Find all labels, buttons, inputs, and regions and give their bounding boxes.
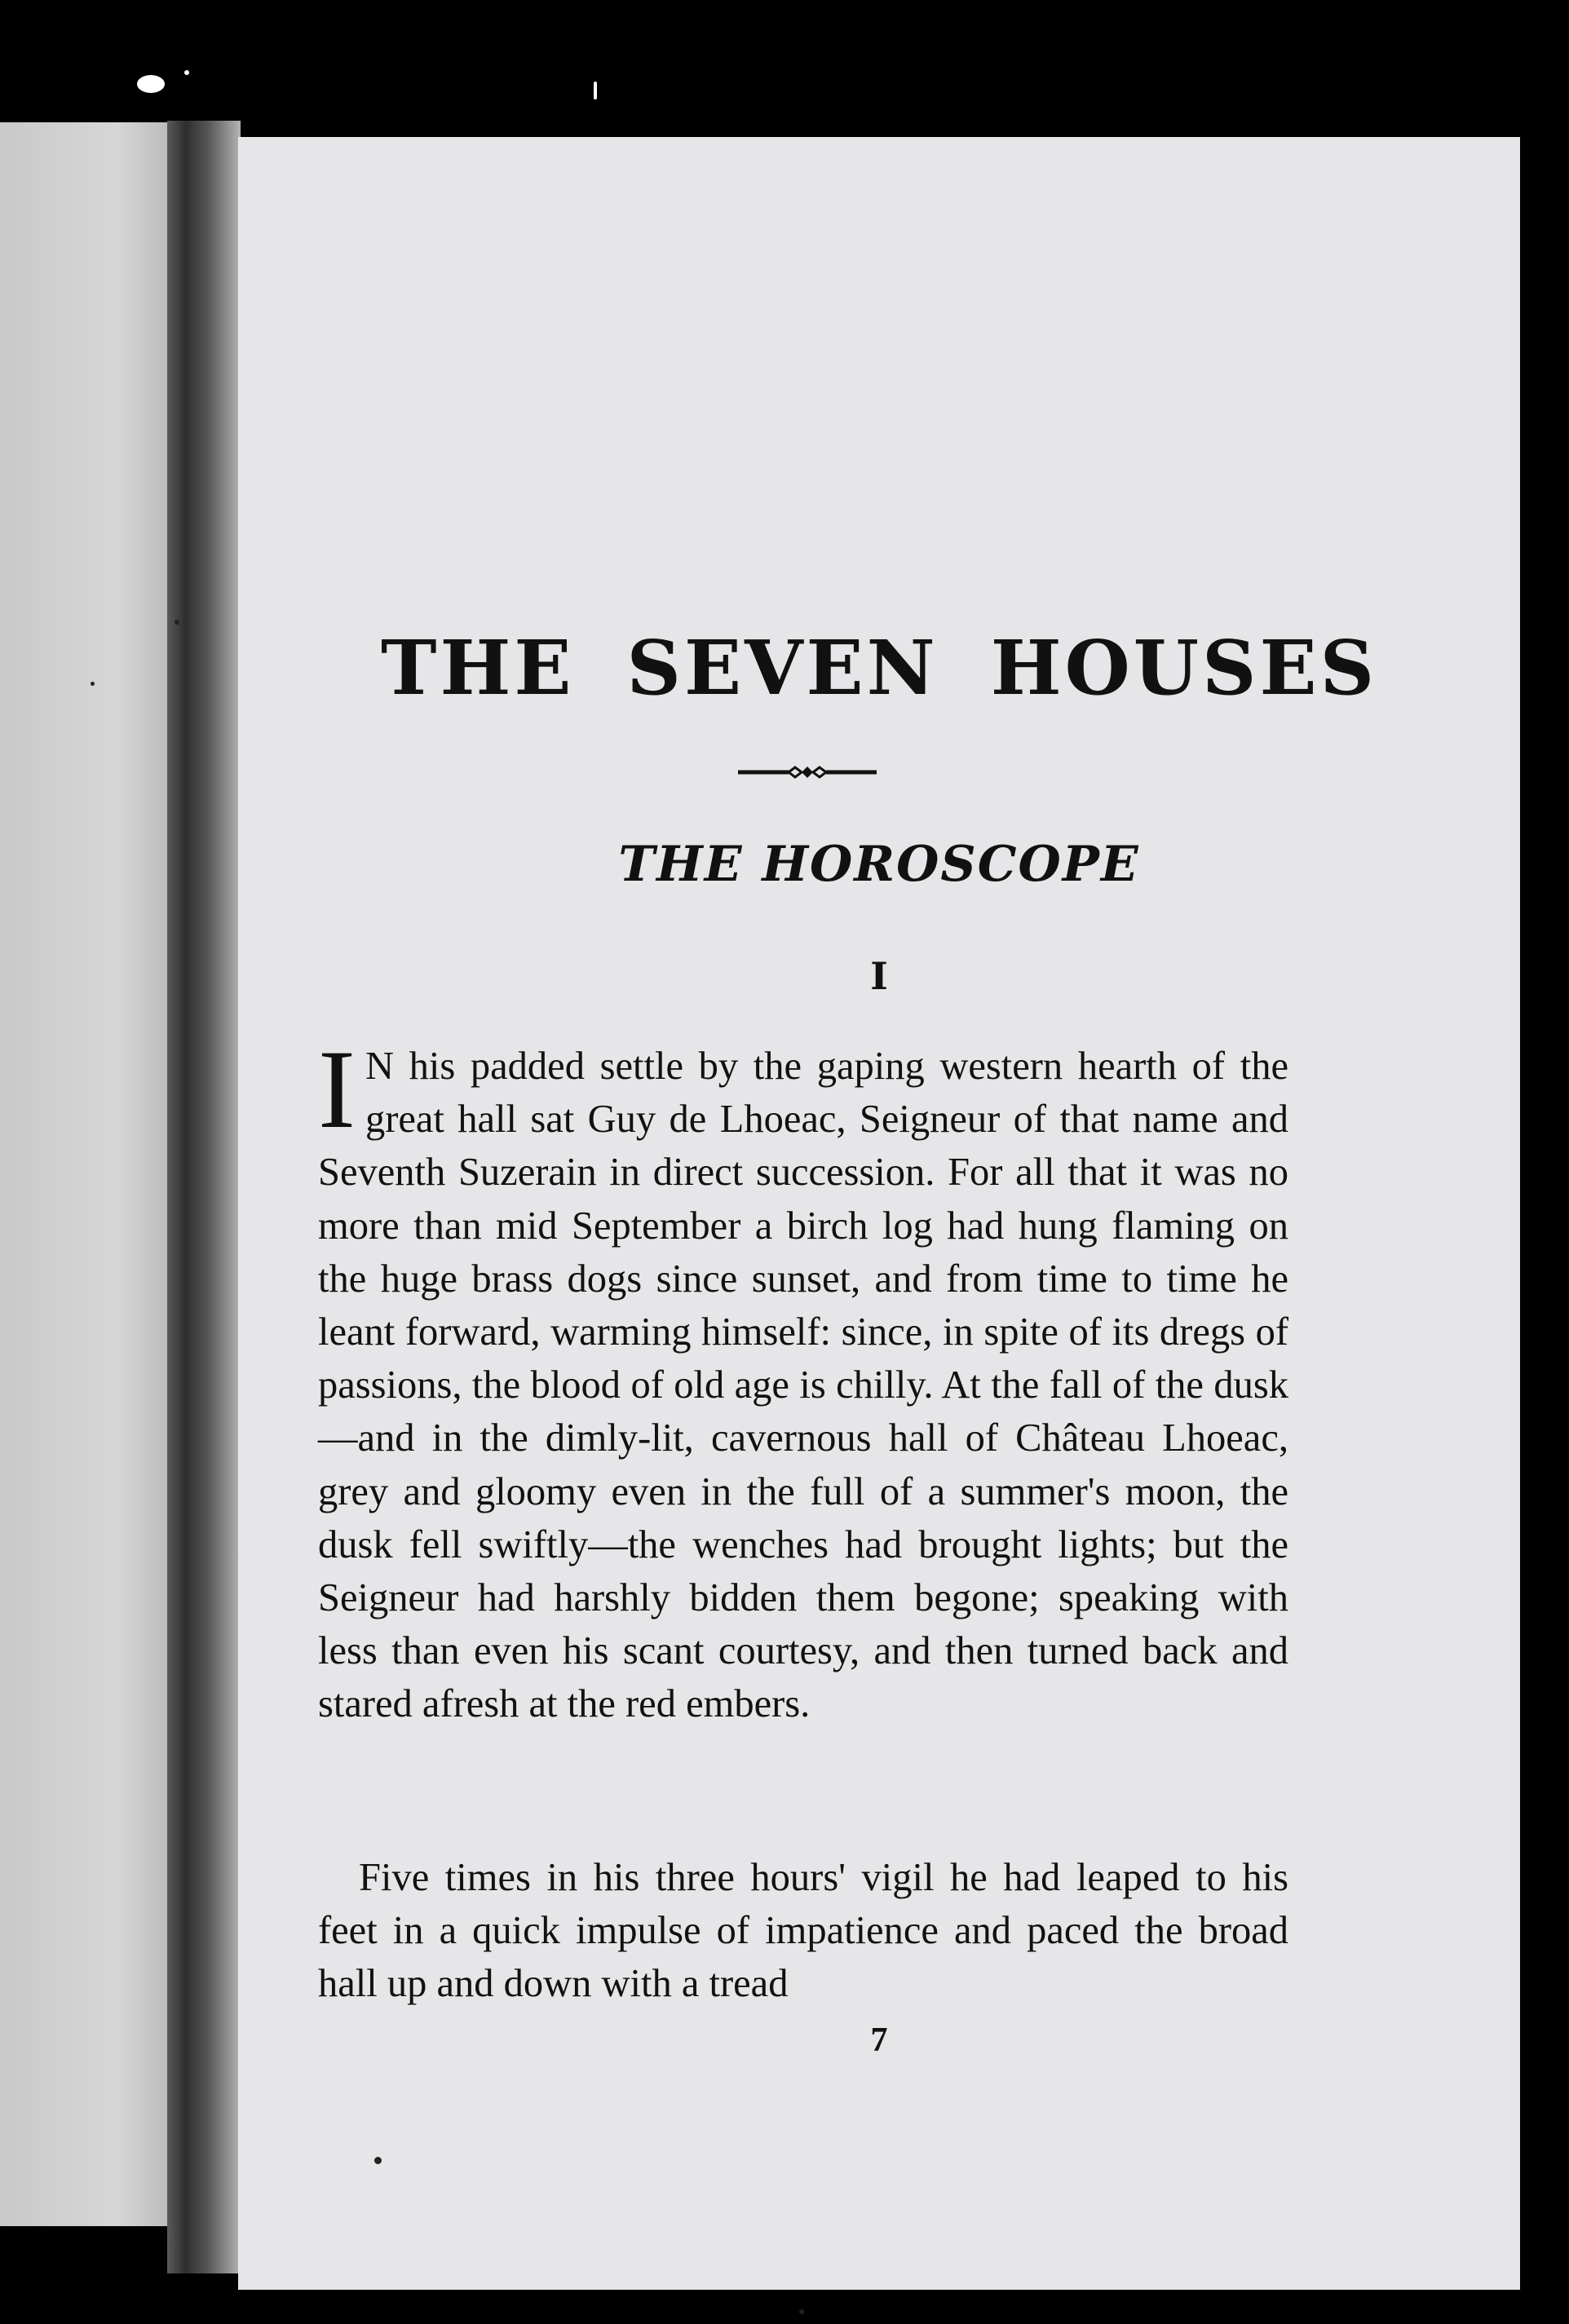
drop-cap: I bbox=[318, 1027, 356, 1151]
left-page-edge bbox=[0, 122, 167, 2226]
paragraph-text: N his padded settle by the gaping western hearth of the great hall sat Guy de Lhoeac, Seigneur of that name and Seventh Suzerain in direct succession. For all that it was no more than mid September a birch log had hung flaming on the huge brass dogs since sunset, and from time to time he leant forward, warming himself: since, in spite of its dregs of passions, the blood of old age is chilly. At the fall of the dusk—and in the dimly-lit, cavernous hall of Château Lhoeac, grey and gloomy even in the full of a summer's moon, the dusk fell swiftly—the wenches had brought lights; but the Seigneur had harshly bidden them begone; speaking with less than even his scant courtesy, and then turned back and stared afresh at the red embers. bbox=[318, 1045, 1288, 1726]
body-paragraph: Five times in his three hours' vigil he had leaped to his feet in a quick impulse of impatience and paced the broad hall up and down with a tread bbox=[318, 1856, 1288, 2006]
scan-speck bbox=[799, 2309, 804, 2314]
scan-speck bbox=[184, 70, 189, 75]
scan-speck bbox=[594, 82, 597, 99]
page-number: 7 bbox=[870, 2021, 888, 2059]
scan-speck bbox=[175, 620, 179, 625]
scan-speck bbox=[374, 2157, 382, 2164]
book-title: THE SEVEN HOUSES bbox=[380, 624, 1378, 712]
scan-speck bbox=[137, 75, 165, 93]
scan-speck bbox=[91, 682, 95, 686]
horizontal-rule-ornament-icon bbox=[738, 762, 877, 782]
story-title: THE HOROSCOPE bbox=[618, 836, 1140, 893]
body-paragraph bbox=[318, 1027, 1288, 1731]
book-gutter bbox=[167, 121, 241, 2273]
chapter-number: I bbox=[870, 954, 888, 998]
